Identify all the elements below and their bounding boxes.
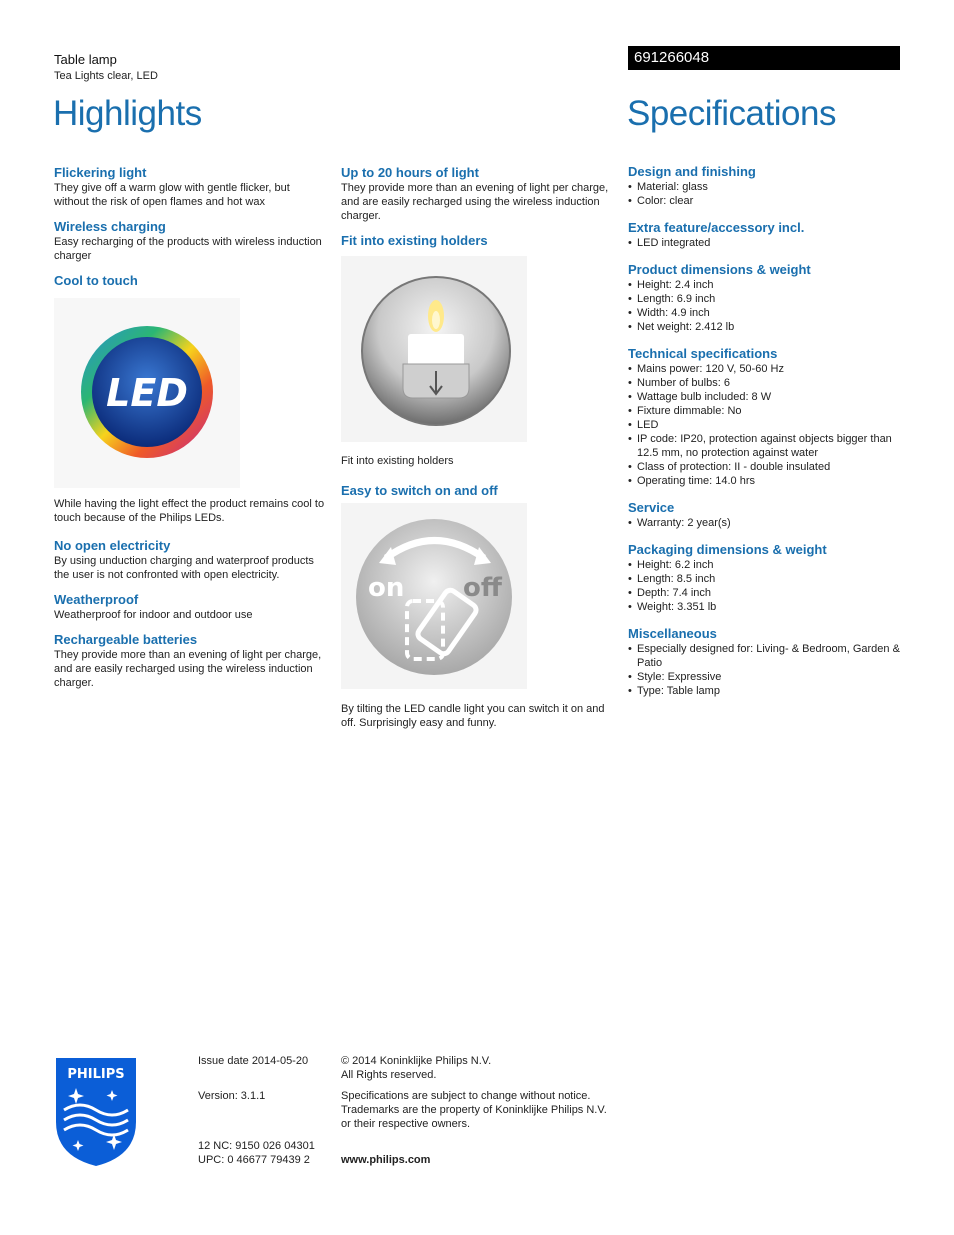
spec-item: • Fixture dimmable: No (628, 404, 900, 418)
spec-item: • LED (628, 418, 900, 432)
spec-item: • LED integrated (628, 236, 900, 250)
specifications-title: Specifications (627, 94, 836, 133)
spec-item: • Height: 6.2 inch (628, 558, 900, 572)
feature-text: They give off a warm glow with gentle flicker, but without the risk of open flames and hot wax (54, 182, 290, 208)
spec-heading: Extra feature/accessory incl. (628, 220, 805, 235)
spec-extra (628, 220, 900, 250)
feature-text: Weatherproof for indoor and outdoor use (54, 609, 253, 621)
spec-item: • Material: glass (628, 180, 900, 194)
holder-caption: Fit into existing holders (341, 455, 454, 467)
feature-heading: Weatherproof (54, 592, 139, 607)
feature-weatherproof (54, 592, 326, 622)
feature-heading: Up to 20 hours of light (341, 165, 479, 180)
spec-item: • Weight: 3.351 lb (628, 600, 900, 614)
spec-design (628, 164, 900, 208)
spec-packaging (628, 542, 900, 614)
notice: Specifications are subject to change without notice. Trademarks are the property of Koninklijke Philips N.V. or their respective owners. (341, 1090, 607, 1130)
switch-off-label: off (463, 573, 502, 603)
spec-item: • Width: 4.9 inch (628, 306, 900, 320)
feature-heading: Wireless charging (54, 219, 166, 234)
switch-image (341, 503, 527, 689)
spec-item: • Color: clear (628, 194, 900, 208)
spec-item: • Height: 2.4 inch (628, 278, 900, 292)
led-logo-text: LED (106, 371, 188, 415)
feature-flickering (54, 165, 326, 209)
spec-item: • Wattage bulb included: 8 W (628, 390, 900, 404)
version: Version: 3.1.1 (198, 1090, 266, 1102)
copyright: © 2014 Koninklijke Philips N.V. (341, 1055, 492, 1067)
feature-heading: Fit into existing holders (341, 233, 488, 248)
feature-heading: No open electricity (54, 538, 171, 553)
spec-heading: Miscellaneous (628, 626, 717, 641)
feature-wireless (54, 219, 326, 263)
spec-item: • Mains power: 120 V, 50-60 Hz (628, 362, 900, 376)
website-link[interactable]: www.philips.com (341, 1154, 431, 1166)
specifications-column (628, 164, 900, 710)
feature-heading: Flickering light (54, 165, 147, 180)
cool-text: While having the light effect the product remains cool to touch because of the Philips LEDs. (54, 498, 325, 524)
holder-image (341, 256, 527, 442)
spec-product-dimensions (628, 262, 900, 334)
feature-text: Easy recharging of the products with wireless induction charger (54, 236, 322, 262)
spec-item: • Net weight: 2.412 lb (628, 320, 900, 334)
spec-heading: Technical specifications (628, 346, 778, 361)
switch-on-label: on (368, 573, 405, 603)
feature-heading: Rechargeable batteries (54, 632, 198, 647)
spec-item: • Length: 8.5 inch (628, 572, 900, 586)
spec-item: • Operating time: 14.0 hrs (628, 474, 900, 488)
highlights-column-2 (341, 165, 613, 259)
feature-cool (54, 273, 326, 289)
feature-text: They provide more than an evening of light per charge, and are easily recharged using the wireless induction charger. (341, 182, 609, 222)
feature-no-electricity (54, 538, 326, 582)
spec-item: • Depth: 7.4 inch (628, 586, 900, 600)
led-logo-image (54, 298, 240, 488)
highlights-column-1b (54, 497, 326, 700)
spec-misc (628, 626, 900, 698)
product-subtitle: Tea Lights clear, LED (54, 70, 158, 82)
spec-item: • IP code: IP20, protection against objects bigger than 12.5 mm, no protection against water (628, 432, 900, 460)
philips-shield-logo (54, 1056, 138, 1168)
philips-brand-text: PHILIPS (67, 1067, 125, 1082)
spec-item: • Style: Expressive (628, 670, 900, 684)
feature-text: By using unduction charging and waterproof products the user is not confronted with open electricity. (54, 555, 314, 581)
spec-item: • Length: 6.9 inch (628, 292, 900, 306)
spec-service (628, 500, 900, 530)
upc-code: UPC: 0 46677 79439 2 (198, 1154, 310, 1166)
switch-heading: Easy to switch on and off (341, 483, 498, 498)
spec-heading: Packaging dimensions & weight (628, 542, 827, 557)
highlights-column-1 (54, 165, 326, 299)
issue-date: Issue date 2014-05-20 (198, 1055, 309, 1067)
rights: All Rights reserved. (341, 1069, 437, 1081)
switch-text: By tilting the LED candle light you can switch it on and off. Surprisingly easy and funny. (341, 703, 605, 729)
spec-item: • Type: Table lamp (628, 684, 900, 698)
spec-item: • Warranty: 2 year(s) (628, 516, 900, 530)
spec-heading: Product dimensions & weight (628, 262, 811, 277)
spec-item: • Especially designed for: Living- & Bedroom, Garden & Patio (628, 642, 900, 670)
feature-text: They provide more than an evening of light per charge, and are easily recharged using the wireless induction charger. (54, 649, 322, 689)
feature-heading: Cool to touch (54, 273, 138, 288)
model-number-bar (628, 46, 900, 70)
feature-fit-holders (341, 233, 613, 249)
feature-20-hours (341, 165, 613, 223)
feature-rechargeable (54, 632, 326, 690)
spec-heading: Service (628, 500, 675, 515)
product-type: Table lamp (54, 52, 117, 67)
spec-item: • Class of protection: II - double insulated (628, 460, 900, 474)
spec-technical (628, 346, 900, 488)
model-number: 691266048 (634, 49, 710, 66)
nc-code: 12 NC: 9150 026 04301 (198, 1140, 315, 1152)
spec-item: • Number of bulbs: 6 (628, 376, 900, 390)
spec-heading: Design and finishing (628, 164, 756, 179)
highlights-title: Highlights (53, 94, 202, 133)
